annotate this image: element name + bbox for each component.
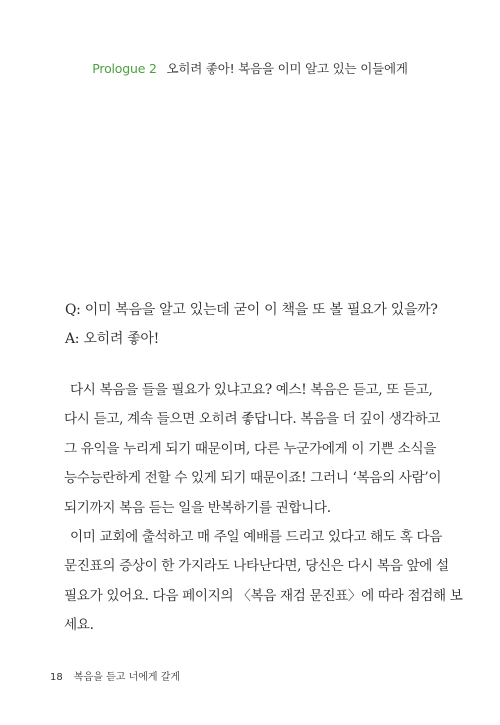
qa-block xyxy=(65,296,445,354)
body-text xyxy=(64,376,463,641)
answer-text: A: 오히려 좋아! xyxy=(65,331,159,347)
text-line: 세요. xyxy=(64,617,94,634)
text-line: 이미 교회에 출석하고 매 주일 예배를 드리고 있다고 해도 혹 다음 xyxy=(70,529,443,546)
text-line: 되기까지 복음 듣는 일을 반복하기를 권합니다. xyxy=(64,499,331,516)
prologue-label: Prologue 2 xyxy=(92,61,157,76)
paragraph-1 xyxy=(64,376,442,523)
text-line: 다시 듣고, 계속 들으면 오히려 좋답니다. 복음을 더 깊이 생각하고 xyxy=(64,411,441,428)
prologue-title: 오히려 좋아! 복음을 이미 알고 있는 이들에게 xyxy=(166,61,408,76)
paragraph-2 xyxy=(64,523,463,641)
page-footer xyxy=(50,668,180,683)
text-line: 그 유익을 누리게 되기 때문이며, 다른 누군가에게 이 기쁜 소식을 xyxy=(64,440,437,457)
text-line: 다시 복음을 들을 필요가 있냐고요? 예스! 복음은 듣고, 또 듣고, xyxy=(70,382,433,398)
book-title: 복음을 듣고 너에게 갈게 xyxy=(73,672,181,683)
text-line: 능수능란하게 전할 수 있게 되기 때문이죠! 그러니 ‘복음의 사람’이 xyxy=(64,470,442,487)
question-text: Q: 이미 복음을 알고 있는데 굳이 이 책을 또 볼 필요가 있을까? xyxy=(65,302,438,318)
page-number: 18 xyxy=(50,672,63,683)
text-line: 문진표의 증상이 한 가지라도 나타난다면, 당신은 다시 복음 앞에 설 xyxy=(64,558,449,575)
text-line: 필요가 있어요. 다음 페이지의 〈복음 재검 문진표〉에 따라 점검해 보 xyxy=(64,587,463,604)
running-header xyxy=(0,59,500,77)
